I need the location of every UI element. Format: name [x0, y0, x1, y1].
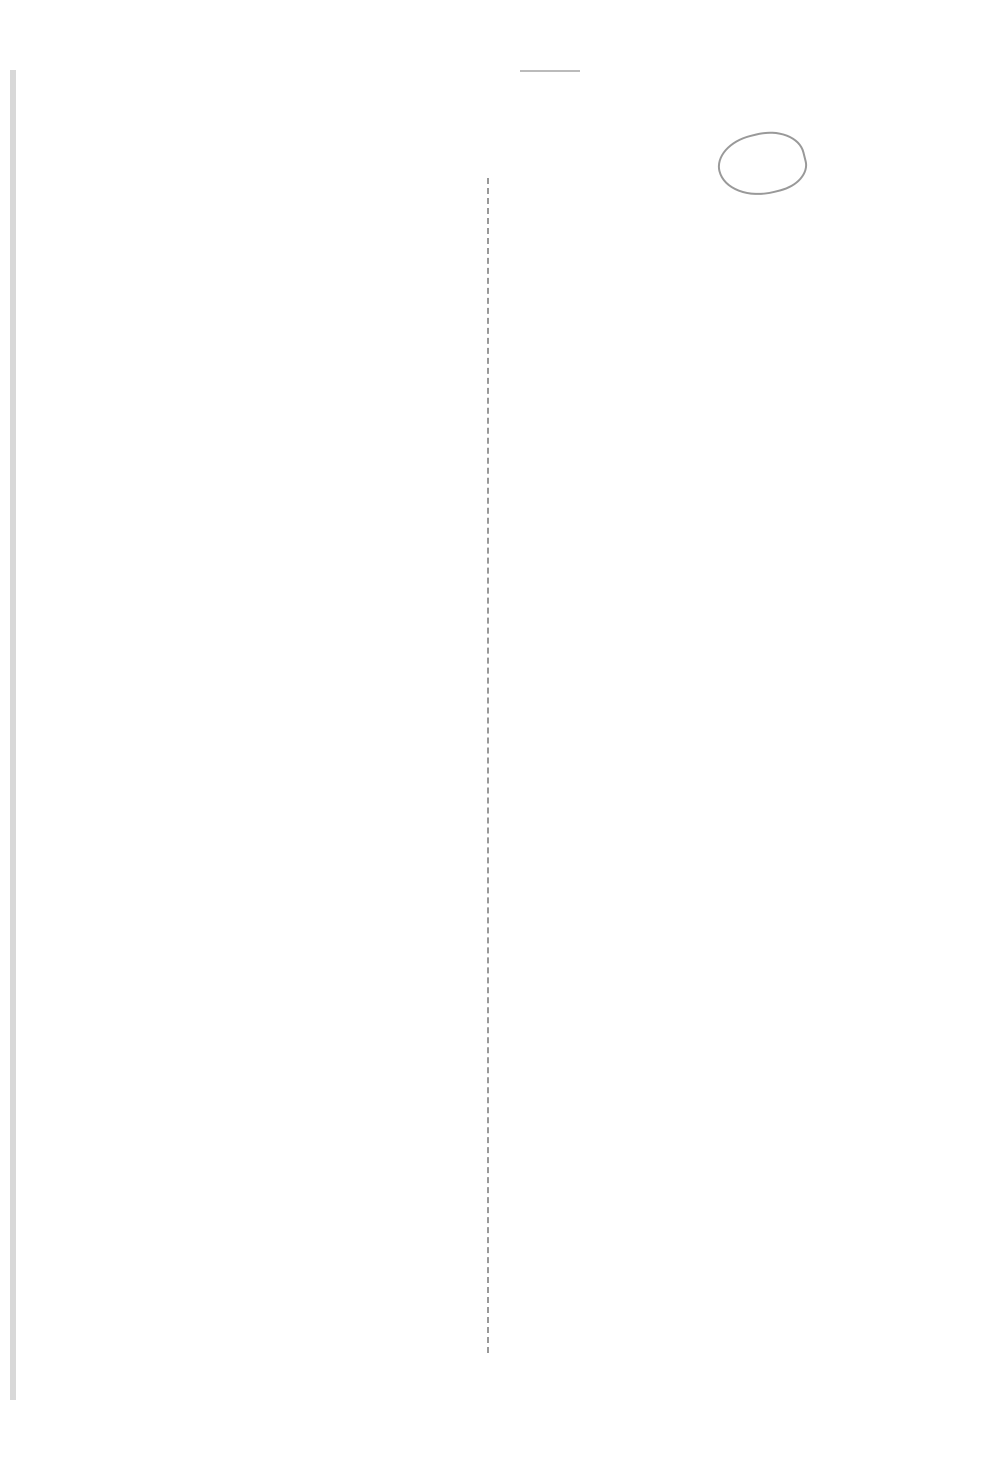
column-divider [487, 178, 489, 1353]
top-rule [520, 70, 580, 72]
stamp [712, 123, 812, 204]
page-edge [10, 70, 16, 1400]
